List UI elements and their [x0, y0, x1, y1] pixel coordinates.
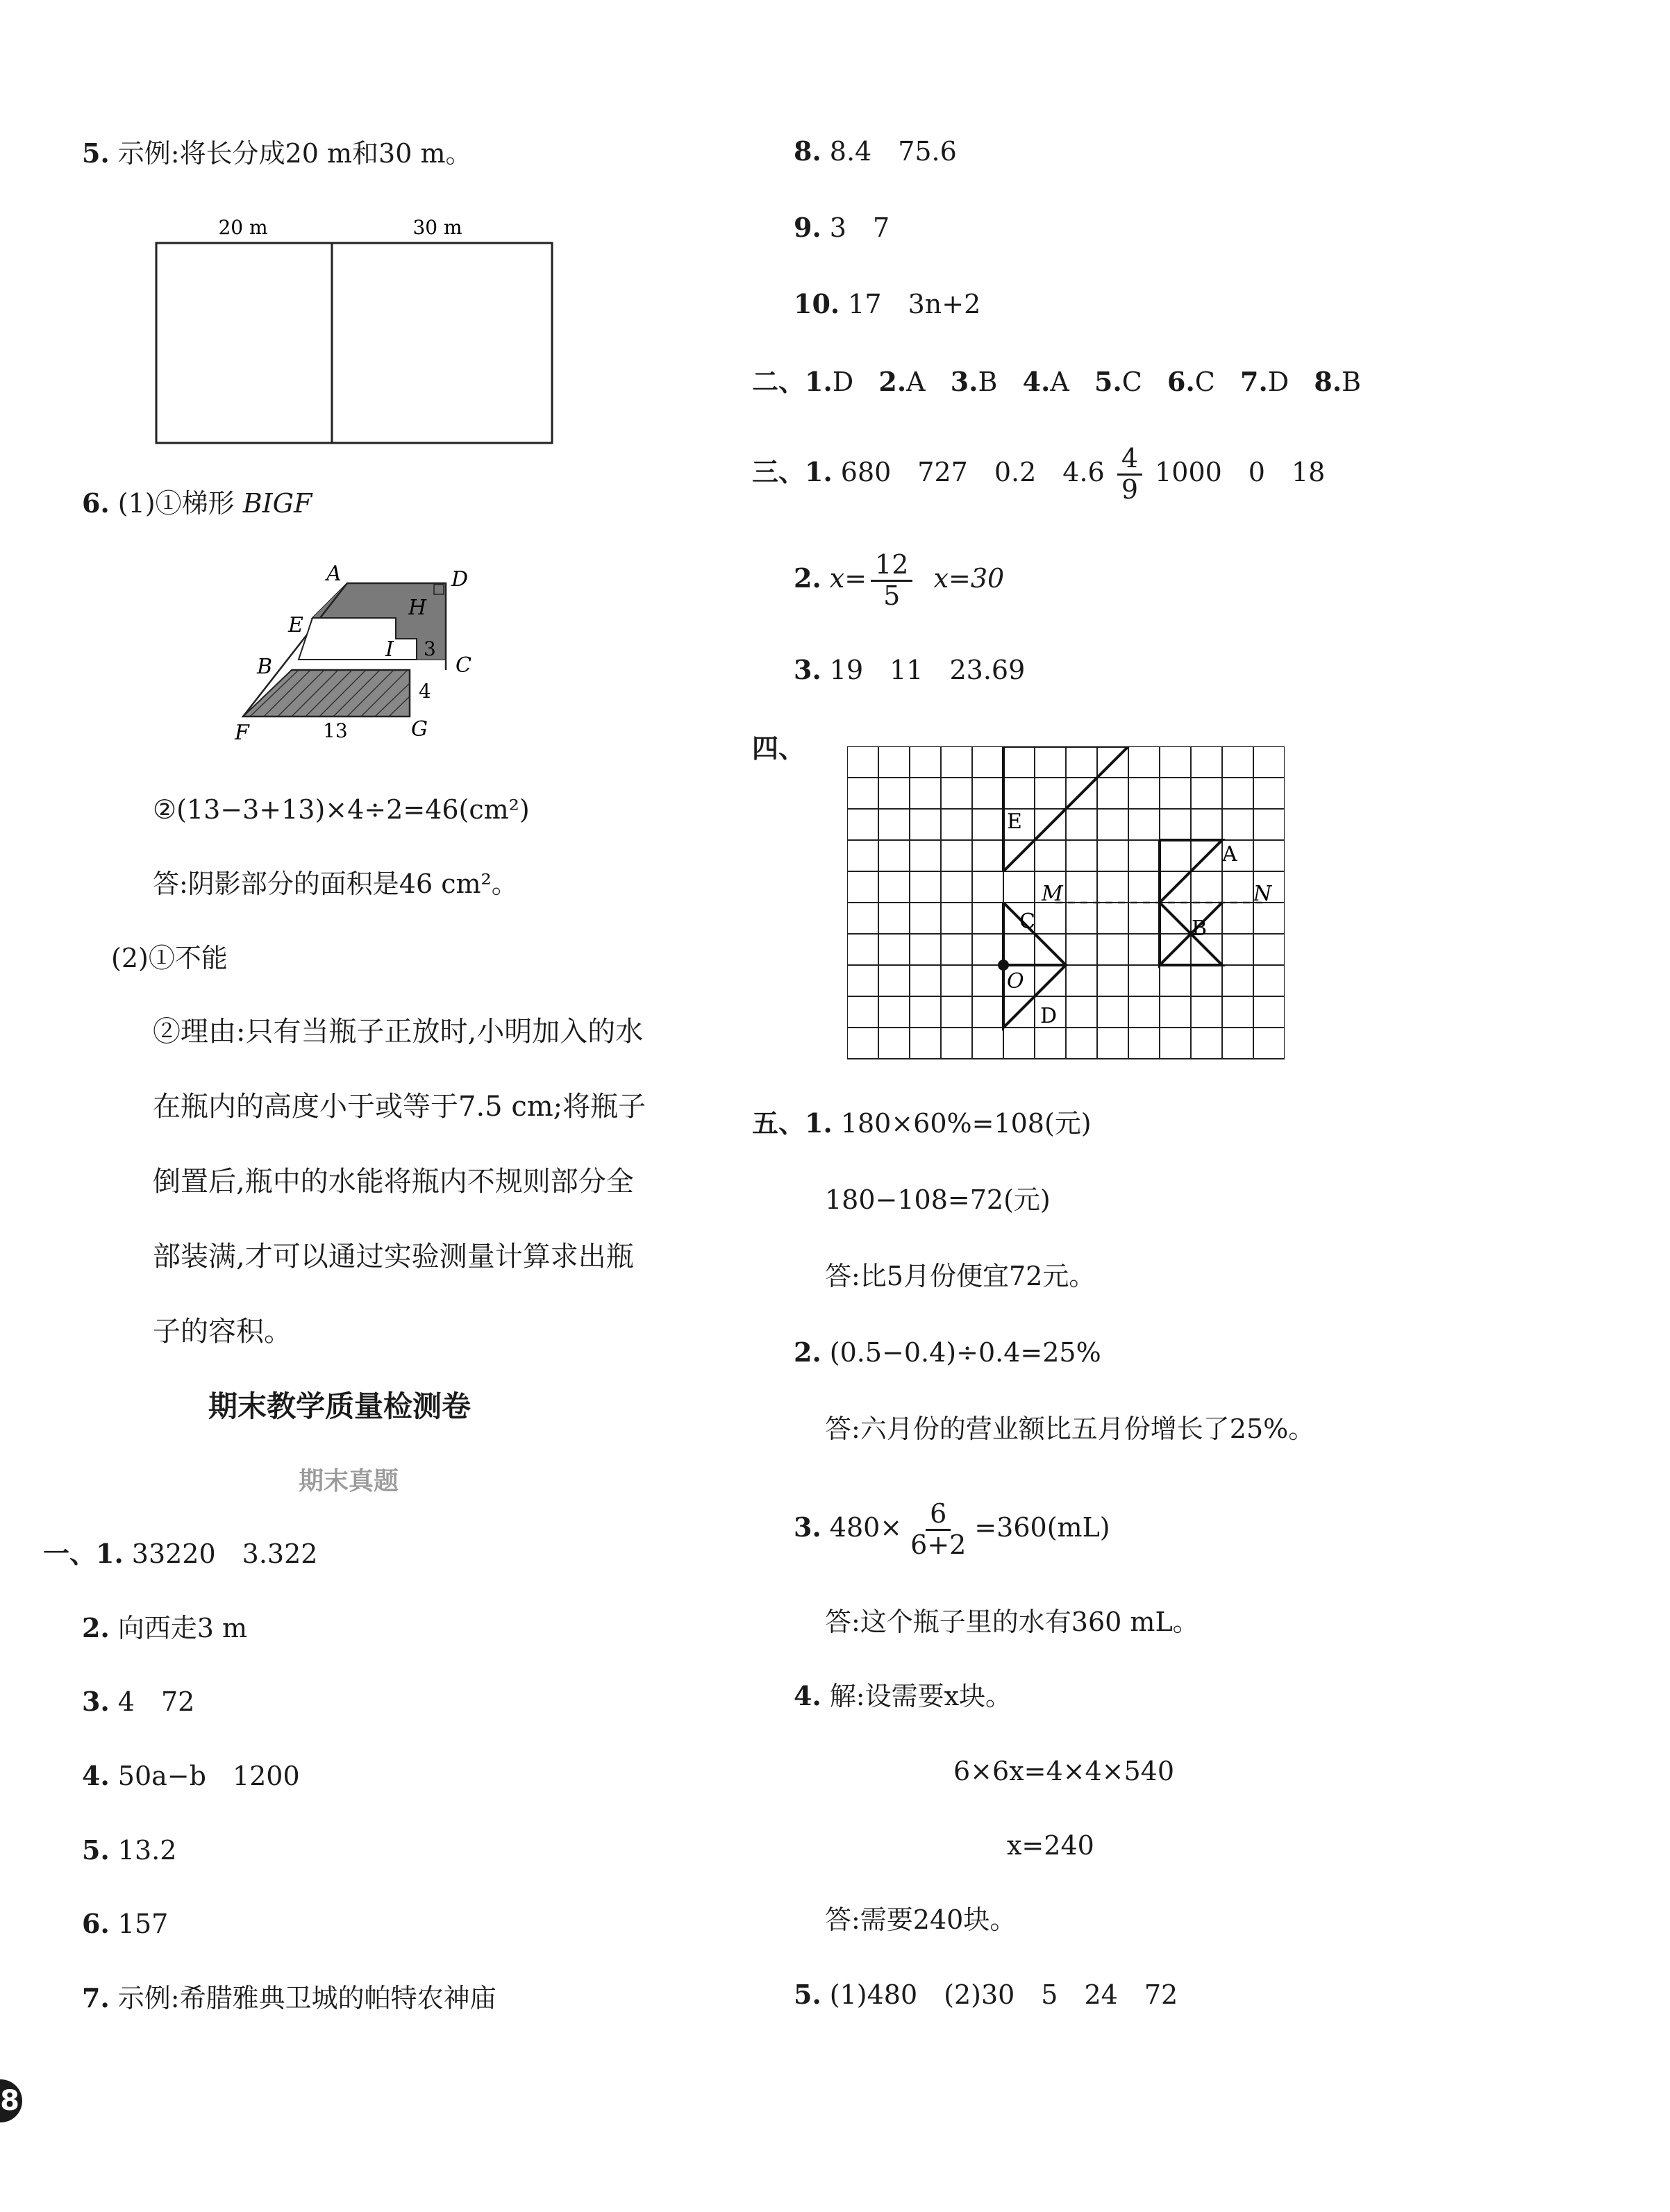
section-3-q1: 三、1. 680 727 0.2 4.6 $\frac{4}{9}$ 1000 0 18	[752, 443, 1326, 505]
svg-text:C: C	[1019, 910, 1035, 934]
page-number: 8	[0, 2079, 22, 2122]
svg-text:B: B	[257, 655, 273, 679]
rectangle-figure	[139, 212, 569, 451]
svg-text:M: M	[1042, 882, 1063, 906]
left-item-6: 6. 157	[82, 1908, 169, 1939]
svg-text:D: D	[451, 567, 469, 592]
left-item-4: 4. 50a−b 1200	[82, 1760, 300, 1791]
section-title: 期末教学质量检测卷	[208, 1389, 471, 1423]
svg-text:F: F	[235, 721, 249, 745]
section-3-q2: 2. x= $\frac{12}{5}$ x=30	[794, 549, 1005, 611]
left-item-7: 7. 示例:希腊雅典卫城的帕特农神庙	[82, 1982, 496, 2013]
section-5-q4: 4. 解:设需要x块。	[794, 1680, 1012, 1711]
label-30m: 30 m	[412, 216, 462, 239]
section-5-q2-answer: 答:六月份的营业额比五月份增长了25%。	[825, 1414, 1315, 1444]
svg-text:B: B	[1192, 916, 1208, 941]
section-5-q4-answer: 答:需要240块。	[825, 1904, 1017, 1935]
section-3-q3: 3. 19 11 23.69	[794, 654, 1026, 685]
left-q6: 6. (1)①梯形 BIGF	[82, 487, 312, 519]
svg-text:3: 3	[424, 637, 436, 660]
right-item-10: 10. 17 3n+2	[794, 288, 981, 319]
section-5-q4-eq2: x=240	[1007, 1830, 1094, 1861]
label-20m: 20 m	[218, 216, 268, 239]
svg-text:D: D	[1040, 1004, 1058, 1028]
section-5-q3-answer: 答:这个瓶子里的水有360 mL。	[825, 1607, 1199, 1637]
svg-text:13: 13	[323, 719, 348, 742]
left-item-5: 5. 13.2	[82, 1834, 177, 1866]
svg-text:E: E	[1007, 810, 1022, 834]
right-item-9: 9. 3 7	[794, 212, 890, 243]
section-5-q1-line2: 180−108=72(元)	[825, 1184, 1051, 1215]
transformation-grid	[847, 746, 1285, 1066]
section-2: 二、1.D 2.A 3.B 4.A 5.C 6.C 7.D 8.B	[752, 366, 1362, 397]
left-q6-calc: ②(13−3+13)×4÷2=46(cm²)	[153, 794, 530, 825]
section-5-q5: 5. (1)480 (2)30 5 24 72	[794, 1979, 1178, 2010]
svg-text:O: O	[1007, 969, 1024, 994]
fraction-4-9: $\frac{4}{9}$	[1117, 444, 1142, 505]
right-item-8: 8. 8.4 75.6	[794, 135, 957, 167]
trapezoid-figure	[222, 555, 500, 757]
section-5-q2: 2. (0.5−0.4)÷0.4=25%	[794, 1337, 1101, 1368]
section-4-label: 四、	[752, 732, 805, 764]
section-5-q1: 五、1. 180×60%=108(元)	[752, 1107, 1092, 1139]
left-q6-reason: ②理由:只有当瓶子正放时,小明加入的水 在瓶内的高度小于或等于7.5 cm;将瓶子 倒置后,瓶中的水能将瓶内不规则部分全 部装满,才可以通过实验测量计算求出瓶 子的容积。	[153, 1016, 646, 1348]
fraction-6-8: $\frac{6}{6+2}$	[910, 1498, 967, 1560]
left-q5: 5. 示例:将长分成20 m和30 m。	[82, 137, 472, 169]
svg-text:H: H	[408, 596, 427, 620]
left-q6-answer: 答:阴影部分的面积是46 cm²。	[153, 869, 518, 899]
section-5-q1-answer: 答:比5月份便宜72元。	[825, 1261, 1096, 1291]
left-item-2: 2. 向西走3 m	[82, 1612, 248, 1643]
section-5-q3: 3. 480× $\frac{6}{6+2}$ =360(mL)	[794, 1498, 1110, 1560]
svg-text:N: N	[1253, 882, 1272, 906]
fraction-12-5: $\frac{12}{5}$	[871, 551, 912, 611]
svg-text:A: A	[326, 562, 342, 586]
section-subtitle: 期末真题	[299, 1467, 399, 1495]
svg-text:4: 4	[419, 680, 431, 703]
svg-text:C: C	[456, 653, 471, 678]
svg-text:I: I	[385, 637, 394, 662]
left-item-3: 3. 4 72	[82, 1686, 195, 1717]
svg-text:A: A	[1222, 842, 1237, 866]
left-q6-part2: (2)①不能	[111, 943, 228, 973]
svg-text:G: G	[411, 717, 428, 741]
section-5-q4-eq1: 6×6x=4×4×540	[953, 1756, 1175, 1786]
left-item-1: 一、1. 33220 3.322	[43, 1538, 318, 1569]
svg-text:E: E	[288, 613, 303, 637]
